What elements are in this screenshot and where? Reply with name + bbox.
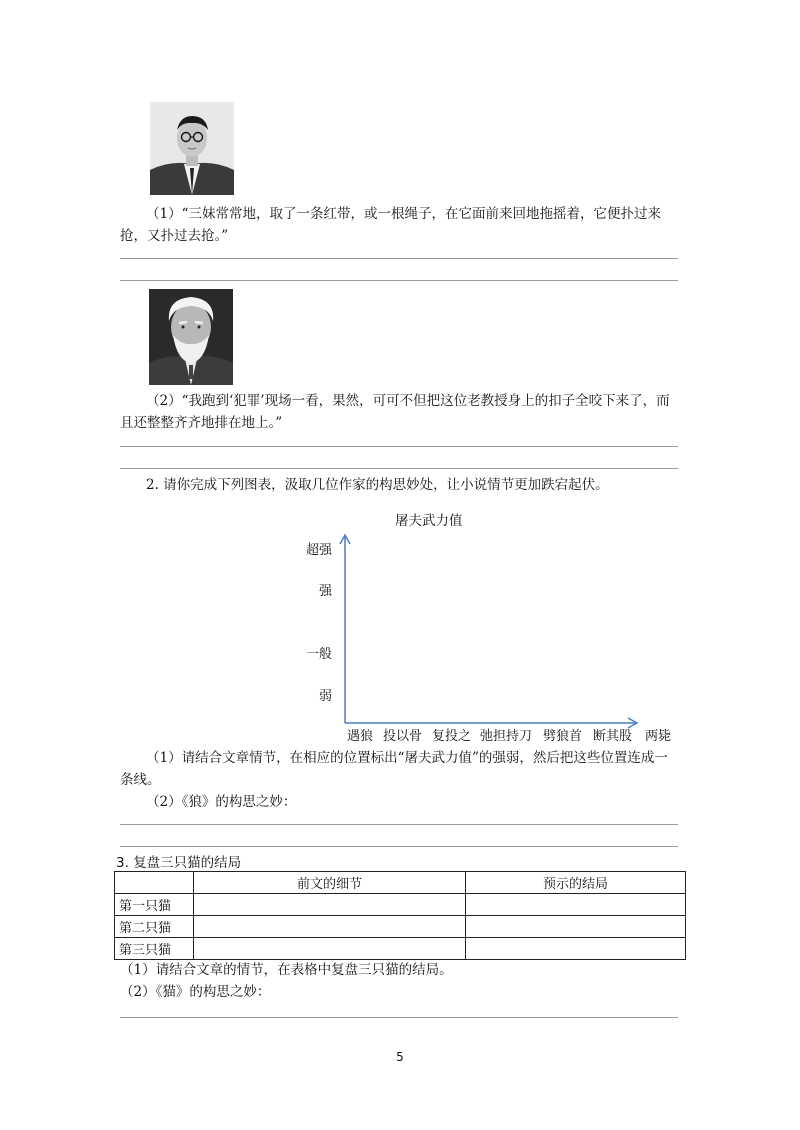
table-header-cell: 前文的细节	[194, 872, 466, 894]
row-label: 第二只猫	[115, 916, 194, 938]
x-tick-label: 复投之	[432, 729, 472, 744]
row-label: 第一只猫	[115, 894, 194, 916]
detail-cell[interactable]	[194, 916, 466, 938]
ending-cell[interactable]	[466, 894, 686, 916]
quote-1: （1）“三妹常常地，取了一条红带，或一根绳子，在它面前来回地拖摇着，它便扑过来抢，又扑过去抢。”	[120, 206, 661, 244]
chart-title: 屠夫武力值	[395, 513, 463, 529]
table-row	[115, 916, 686, 938]
y-tick-label: 超强	[305, 543, 332, 558]
table-row	[115, 938, 686, 960]
x-tick-label: 投以骨	[383, 729, 423, 744]
answer-line-1b	[120, 280, 678, 281]
question-2-prompt: 2. 请你完成下列图表，汲取几位作家的构思妙处，让小说情节更加跌宕起伏。	[146, 477, 609, 493]
answer-line-1a	[120, 258, 678, 259]
task-3-2: （2）《猫》的构思之妙：	[120, 984, 271, 1000]
x-tick-label: 遇狼	[347, 729, 374, 744]
y-tick-label: 弱	[318, 689, 332, 704]
x-tick-label: 断其股	[593, 729, 633, 744]
quote-2: （2）“我跑到‘犯罪’现场一看，果然，可可不但把这位老教授身上的扣子全咬下来了，而且还整整齐齐地排在地上。”	[120, 393, 670, 431]
answer-line-2b	[120, 468, 678, 469]
answer-line-3a	[120, 824, 678, 825]
ending-cell[interactable]	[466, 916, 686, 938]
table-header-row	[115, 872, 686, 894]
x-tick-label: 两毙	[645, 729, 672, 744]
answer-line-2a	[120, 446, 678, 447]
task-2-2: （2）《狼》的构思之妙：	[146, 794, 297, 810]
detail-cell[interactable]	[194, 938, 466, 960]
author-portrait-1	[150, 102, 234, 195]
row-label: 第三只猫	[115, 938, 194, 960]
cats-table	[114, 871, 686, 960]
x-tick-label: 劈狼首	[543, 729, 583, 744]
y-tick-label: 一般	[305, 647, 332, 662]
chart-axes	[335, 530, 645, 730]
page-number: 5	[396, 1050, 404, 1064]
table-row	[115, 894, 686, 916]
x-tick-label: 弛担持刀	[480, 729, 533, 744]
ending-cell[interactable]	[466, 938, 686, 960]
y-tick-label: 强	[318, 584, 332, 599]
author-portrait-2	[149, 289, 233, 385]
detail-cell[interactable]	[194, 894, 466, 916]
question-3-heading: 3. 复盘三只猫的结局	[116, 855, 242, 871]
answer-line-3b	[120, 846, 678, 847]
table-header-cell: 预示的结局	[466, 872, 686, 894]
answer-line-4	[120, 1017, 678, 1018]
task-3-1: （1）请结合文章的情节，在表格中复盘三只猫的结局。	[120, 962, 453, 978]
task-2-1: （1）请结合文章情节，在相应的位置标出“屠夫武力值”的强弱，然后把这些位置连成一条线。	[120, 750, 668, 788]
table-header-cell	[115, 872, 194, 894]
